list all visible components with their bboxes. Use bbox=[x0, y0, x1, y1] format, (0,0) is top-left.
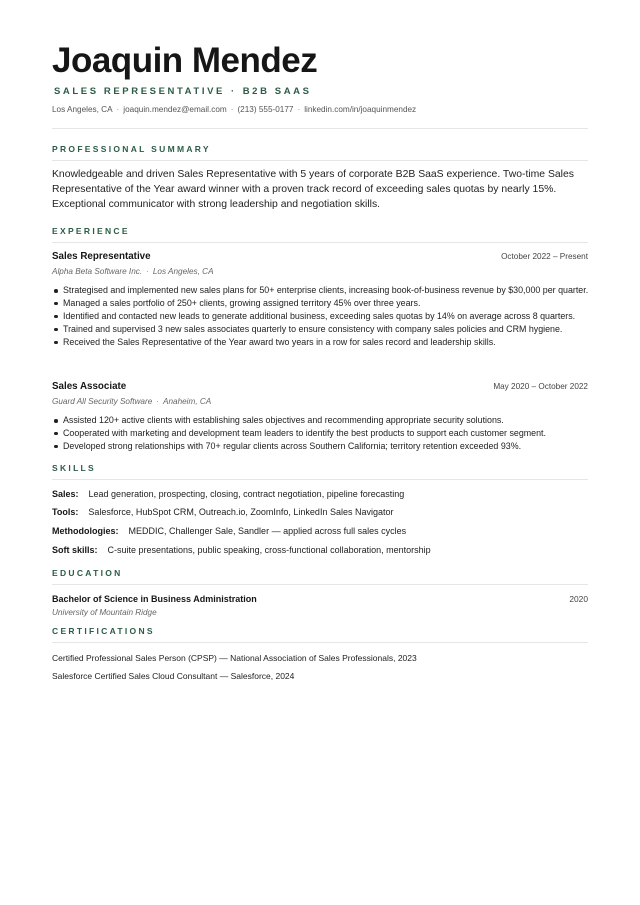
bullet-item: Strategised and implemented new sales plans for 50+ enterprise clients, increasing book-of-business revenue by $30,000 per quarter. bbox=[63, 284, 593, 297]
skill-value: Lead generation, prospecting, closing, contract negotiation, pipeline forecasting bbox=[88, 489, 405, 499]
contact-separator: · bbox=[116, 105, 120, 114]
certification-item: Salesforce Certified Sales Cloud Consultant — Salesforce, 2024 bbox=[52, 671, 295, 681]
job-meta bbox=[52, 266, 214, 277]
job-company: Guard All Security Software bbox=[52, 397, 153, 406]
skill-label: Methodologies: bbox=[52, 526, 119, 536]
bullet-item: Received the Sales Representative of the Year award two years in a row for sales record and leadership skills. bbox=[63, 336, 593, 349]
job-bullets bbox=[63, 414, 593, 453]
education-degree: Bachelor of Science in Business Administration bbox=[52, 594, 257, 604]
bullet-item: Assisted 120+ active clients with establishing sales objectives and recommending appropriate security solutions. bbox=[63, 414, 593, 427]
certification-item: Certified Professional Sales Person (CPSP) — National Association of Sales Professionals, 2023 bbox=[52, 653, 417, 663]
skill-label: Tools: bbox=[52, 507, 79, 517]
section-title-summary: PROFESSIONAL SUMMARY bbox=[52, 144, 211, 154]
job-location: Anaheim, CA bbox=[163, 397, 212, 406]
headline-niche: B2B SAAS bbox=[242, 86, 312, 97]
job-dates: May 2020 – October 2022 bbox=[493, 382, 588, 391]
contact-linkedin[interactable]: linkedin.com/in/joaquinmendez bbox=[304, 105, 417, 114]
skill-value: Salesforce, HubSpot CRM, Outreach.io, ZoomInfo, LinkedIn Sales Navigator bbox=[88, 507, 394, 517]
headline bbox=[54, 86, 312, 98]
job-dates: October 2022 – Present bbox=[501, 252, 588, 261]
contact-phone[interactable]: (213) 555-0177 bbox=[237, 105, 294, 114]
job-location: Los Angeles, CA bbox=[152, 267, 214, 276]
education-year: 2020 bbox=[569, 594, 588, 604]
skill-row bbox=[52, 544, 431, 556]
bullet-item: Managed a sales portfolio of 250+ clients, growing assigned territory 45% over three years. bbox=[63, 297, 593, 310]
job-company: Alpha Beta Software Inc. bbox=[52, 267, 143, 276]
skill-value: MEDDIC, Challenger Sale, Sandler — applied across full sales cycles bbox=[128, 526, 407, 536]
bullet-item: Identified and contacted new leads to generate additional business, exceeding sales quotas by 14% on average across 8 quarters. bbox=[63, 310, 593, 323]
job-title: Sales Representative bbox=[52, 251, 151, 262]
header-divider bbox=[52, 128, 588, 129]
section-title-certifications: CERTIFICATIONS bbox=[52, 626, 155, 636]
resume-page bbox=[52, 0, 588, 905]
contact-location: Los Angeles, CA bbox=[52, 105, 113, 114]
headline-dot: · bbox=[230, 86, 237, 97]
bullet-item: Developed strong relationships with 70+ regular clients across Southern California; territory retention exceeded 93%. bbox=[63, 440, 593, 453]
meta-separator: · bbox=[146, 267, 149, 276]
bullet-item: Cooperated with marketing and development team leaders to identify the best products to support each customer segment. bbox=[63, 427, 593, 440]
summary-text: Knowledgeable and driven Sales Representative with 5 years of corporate B2B SaaS experience. Two-time Sales Representative of the Year award winner with a proven track record of exceeding sales quotas by nearly 15%. Exceptional communicator with strong leadership and negotiation skills. bbox=[52, 169, 574, 210]
section-divider bbox=[52, 479, 588, 480]
job-bullets bbox=[63, 284, 593, 349]
contact-email[interactable]: joaquin.mendez@email.com bbox=[123, 105, 227, 114]
section-divider bbox=[52, 160, 588, 161]
skill-row bbox=[52, 488, 404, 500]
candidate-name: Joaquin Mendez bbox=[52, 41, 318, 80]
contact-separator: · bbox=[297, 105, 301, 114]
meta-separator: · bbox=[156, 397, 159, 406]
skill-label: Soft skills: bbox=[52, 545, 98, 555]
job-meta bbox=[52, 396, 211, 407]
headline-role: SALES REPRESENTATIVE bbox=[54, 86, 225, 97]
job-title: Sales Associate bbox=[52, 381, 127, 392]
section-divider bbox=[52, 642, 588, 643]
section-title-skills: SKILLS bbox=[52, 463, 97, 473]
bullet-item: Trained and supervised 3 new sales associates quarterly to ensure consistency with company sales policies and CRM hygiene. bbox=[63, 323, 593, 336]
skill-value: C-suite presentations, public speaking, cross-functional collaboration, mentorship bbox=[107, 545, 431, 555]
section-title-education: EDUCATION bbox=[52, 568, 123, 578]
section-divider bbox=[52, 242, 588, 243]
education-school: University of Mountain Ridge bbox=[52, 608, 157, 617]
skill-row bbox=[52, 525, 406, 537]
skill-label: Sales: bbox=[52, 489, 79, 499]
section-title-experience: EXPERIENCE bbox=[52, 226, 130, 236]
contact-separator: · bbox=[230, 105, 234, 114]
contact-line bbox=[52, 104, 416, 115]
skill-row bbox=[52, 506, 393, 518]
section-divider bbox=[52, 584, 588, 585]
